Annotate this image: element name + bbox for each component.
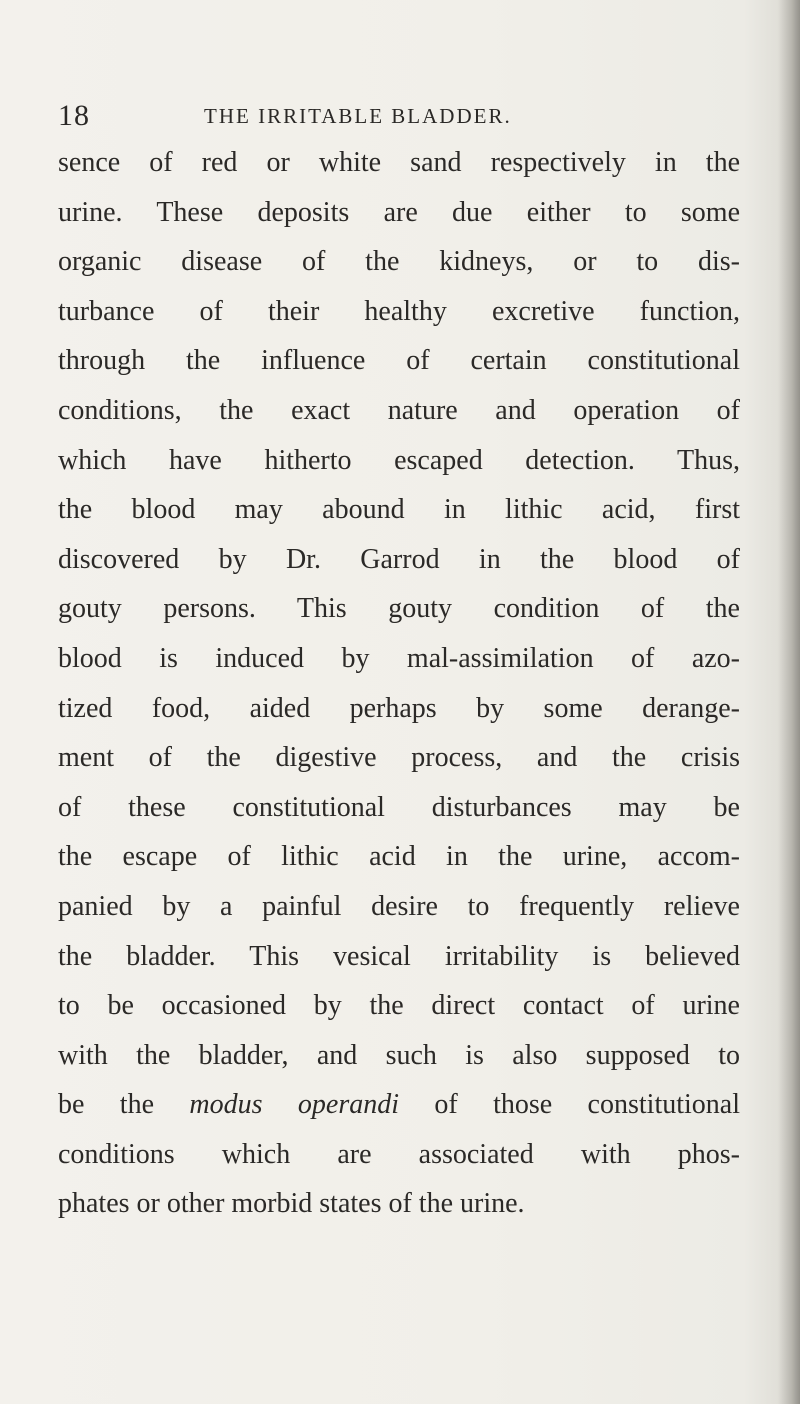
text-line: discovered by Dr. Garrod in the blood of [58, 543, 740, 575]
text-line: the escape of lithic acid in the urine, accom- [58, 841, 740, 873]
text-line: gouty persons. This gouty condition of the [58, 593, 740, 625]
text-line: sence of red or white sand respectively in the [58, 147, 740, 178]
text-line-with-italic [58, 1080, 740, 1130]
running-head: THE IRRITABLE BLADDER. [204, 104, 512, 128]
text-line: organic disease of the kidneys, or to dis- [58, 246, 740, 278]
text-segment: of those constitutional [399, 1089, 740, 1121]
text-line: tized food, aided perhaps by some derange- [58, 692, 740, 724]
text-segment: be the [58, 1089, 190, 1121]
text-line: panied by a painful desire to frequently relieve [58, 890, 740, 922]
text-line: conditions which are associated with phos- [58, 1138, 740, 1170]
page-header [58, 96, 708, 136]
text-line: turbance of their healthy excretive function, [58, 295, 740, 327]
text-line: conditions, the exact nature and operation of [58, 394, 740, 426]
text-line: with the bladder, and such is also supposed to [58, 1039, 740, 1071]
text-line: the blood may abound in lithic acid, first [58, 494, 740, 526]
text-line: ment of the digestive process, and the crisis [58, 742, 740, 774]
text-line: urine. These deposits are due either to some [58, 196, 740, 228]
text-line: to be occasioned by the direct contact of urine [58, 990, 740, 1022]
body-paragraph [58, 138, 740, 1229]
text-line: which have hitherto escaped detection. Thus, [58, 444, 740, 476]
page-number: 18 [58, 99, 90, 132]
text-line: through the influence of certain constitutional [58, 345, 740, 377]
page-edge-shadow [778, 0, 800, 1404]
text-line-final: phates or other morbid states of the urine. [58, 1188, 525, 1220]
text-line: the bladder. This vesical irritability is believed [58, 940, 740, 972]
text-line: blood is induced by mal-assimilation of azo- [58, 642, 740, 674]
text-line: of these constitutional disturbances may be [58, 791, 740, 823]
italic-phrase: modus operandi [189, 1089, 399, 1121]
